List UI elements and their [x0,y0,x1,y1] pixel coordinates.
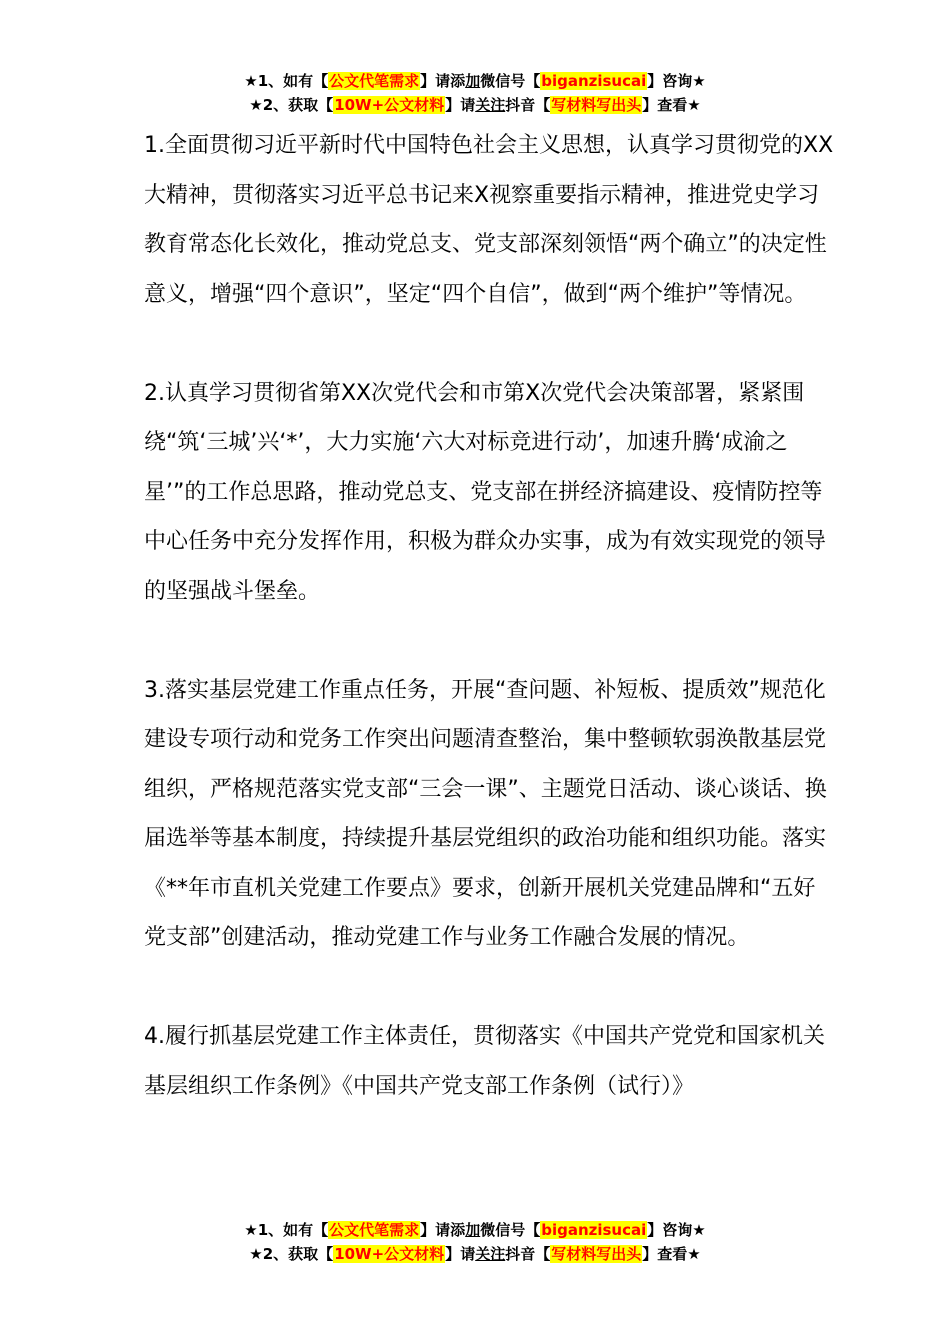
banner-text: 抖音【 [505,96,551,114]
header-banner [0,69,950,117]
underlined-text: 加 [465,1221,481,1239]
banner-text: 】查看★ [642,96,701,114]
banner-text: ★1、如有【 [244,1221,329,1239]
banner-text: 抖音【 [505,1245,551,1263]
wechat-id-highlight: biganzisucai [541,72,647,90]
banner-text: 微信号【 [480,1221,541,1239]
underlined-text: 加 [465,72,481,90]
paragraph-1: 1.全面贯彻习近平新时代中国特色社会主义思想，认真学习贯彻党的XX大精神，贯彻落实习近平总书记来X视察重要指示精神，推进党史学习教育常态化长效化，推动党总支、党支部深刻领悟“两个确立”的决定性意义，增强“四个意识”，坚定“四个自信”，做到“两个维护”等情况。 [144,133,834,307]
highlight-text: 10W+公文材料 [334,96,445,114]
highlight-text: 10W+公文材料 [334,1245,445,1263]
banner-text: 】请添 [420,1221,466,1239]
banner-text: 】请 [445,96,476,114]
banner-text: 】请 [445,1245,476,1263]
footer-banner [0,1218,950,1266]
underlined-text: 关注 [475,1245,506,1263]
banner-text: 】咨询★ [647,72,706,90]
paragraph-2: 2.认真学习贯彻省第XX次党代会和市第X次党代会决策部署，紧紧围绕“筑‘三城’兴‘*’，大力实施‘六大对标竞进行动’，加速升腾‘成渝之星’”的工作总思路，推动党总支、党支部在拼经济搞建设、疫情防控等中心任务中充分发挥作用，积极为群众办实事，成为有效实现党的领导的坚强战斗堡垒。 [144,380,827,604]
highlight-text: 公文代笔需求 [329,72,420,90]
banner-line-2 [0,93,950,117]
banner-text: ★2、获取【 [249,96,334,114]
paragraph-4: 4.履行抓基层党建工作主体责任，贯彻落实《中国共产党党和国家机关基层组织工作条例》《中国共产党支部工作条例（试行）》 [144,1024,825,1099]
douyin-highlight: 写材料写出头 [551,1245,642,1263]
banner-line-1 [0,1218,950,1242]
banner-line-2 [0,1242,950,1266]
banner-text: 】咨询★ [647,1221,706,1239]
underlined-text: 关注 [475,96,506,114]
highlight-text: 公文代笔需求 [329,1221,420,1239]
banner-line-1 [0,69,950,93]
document-body [144,121,834,1111]
banner-text: 】请添 [420,72,466,90]
paragraph-3: 3.落实基层党建工作重点任务，开展“查问题、补短板、提质效”规范化建设专项行动和党务工作突出问题清查整治，集中整顿软弱涣散基层党组织，严格规范落实党支部“三会一课”、主题党日活动、谈心谈话、换届选举等基本制度，持续提升基层党组织的政治功能和组织功能。落实《**年市直机关党建工作要点》要求，创新开展机关党建品牌和“五好党支部”创建活动，推动党建工作与业务工作融合发展的情况。 [144,677,827,950]
banner-text: ★1、如有【 [244,72,329,90]
banner-text: 微信号【 [480,72,541,90]
banner-text: ★2、获取【 [249,1245,334,1263]
douyin-highlight: 写材料写出头 [551,96,642,114]
banner-text: 】查看★ [642,1245,701,1263]
wechat-id-highlight: biganzisucai [541,1221,647,1239]
